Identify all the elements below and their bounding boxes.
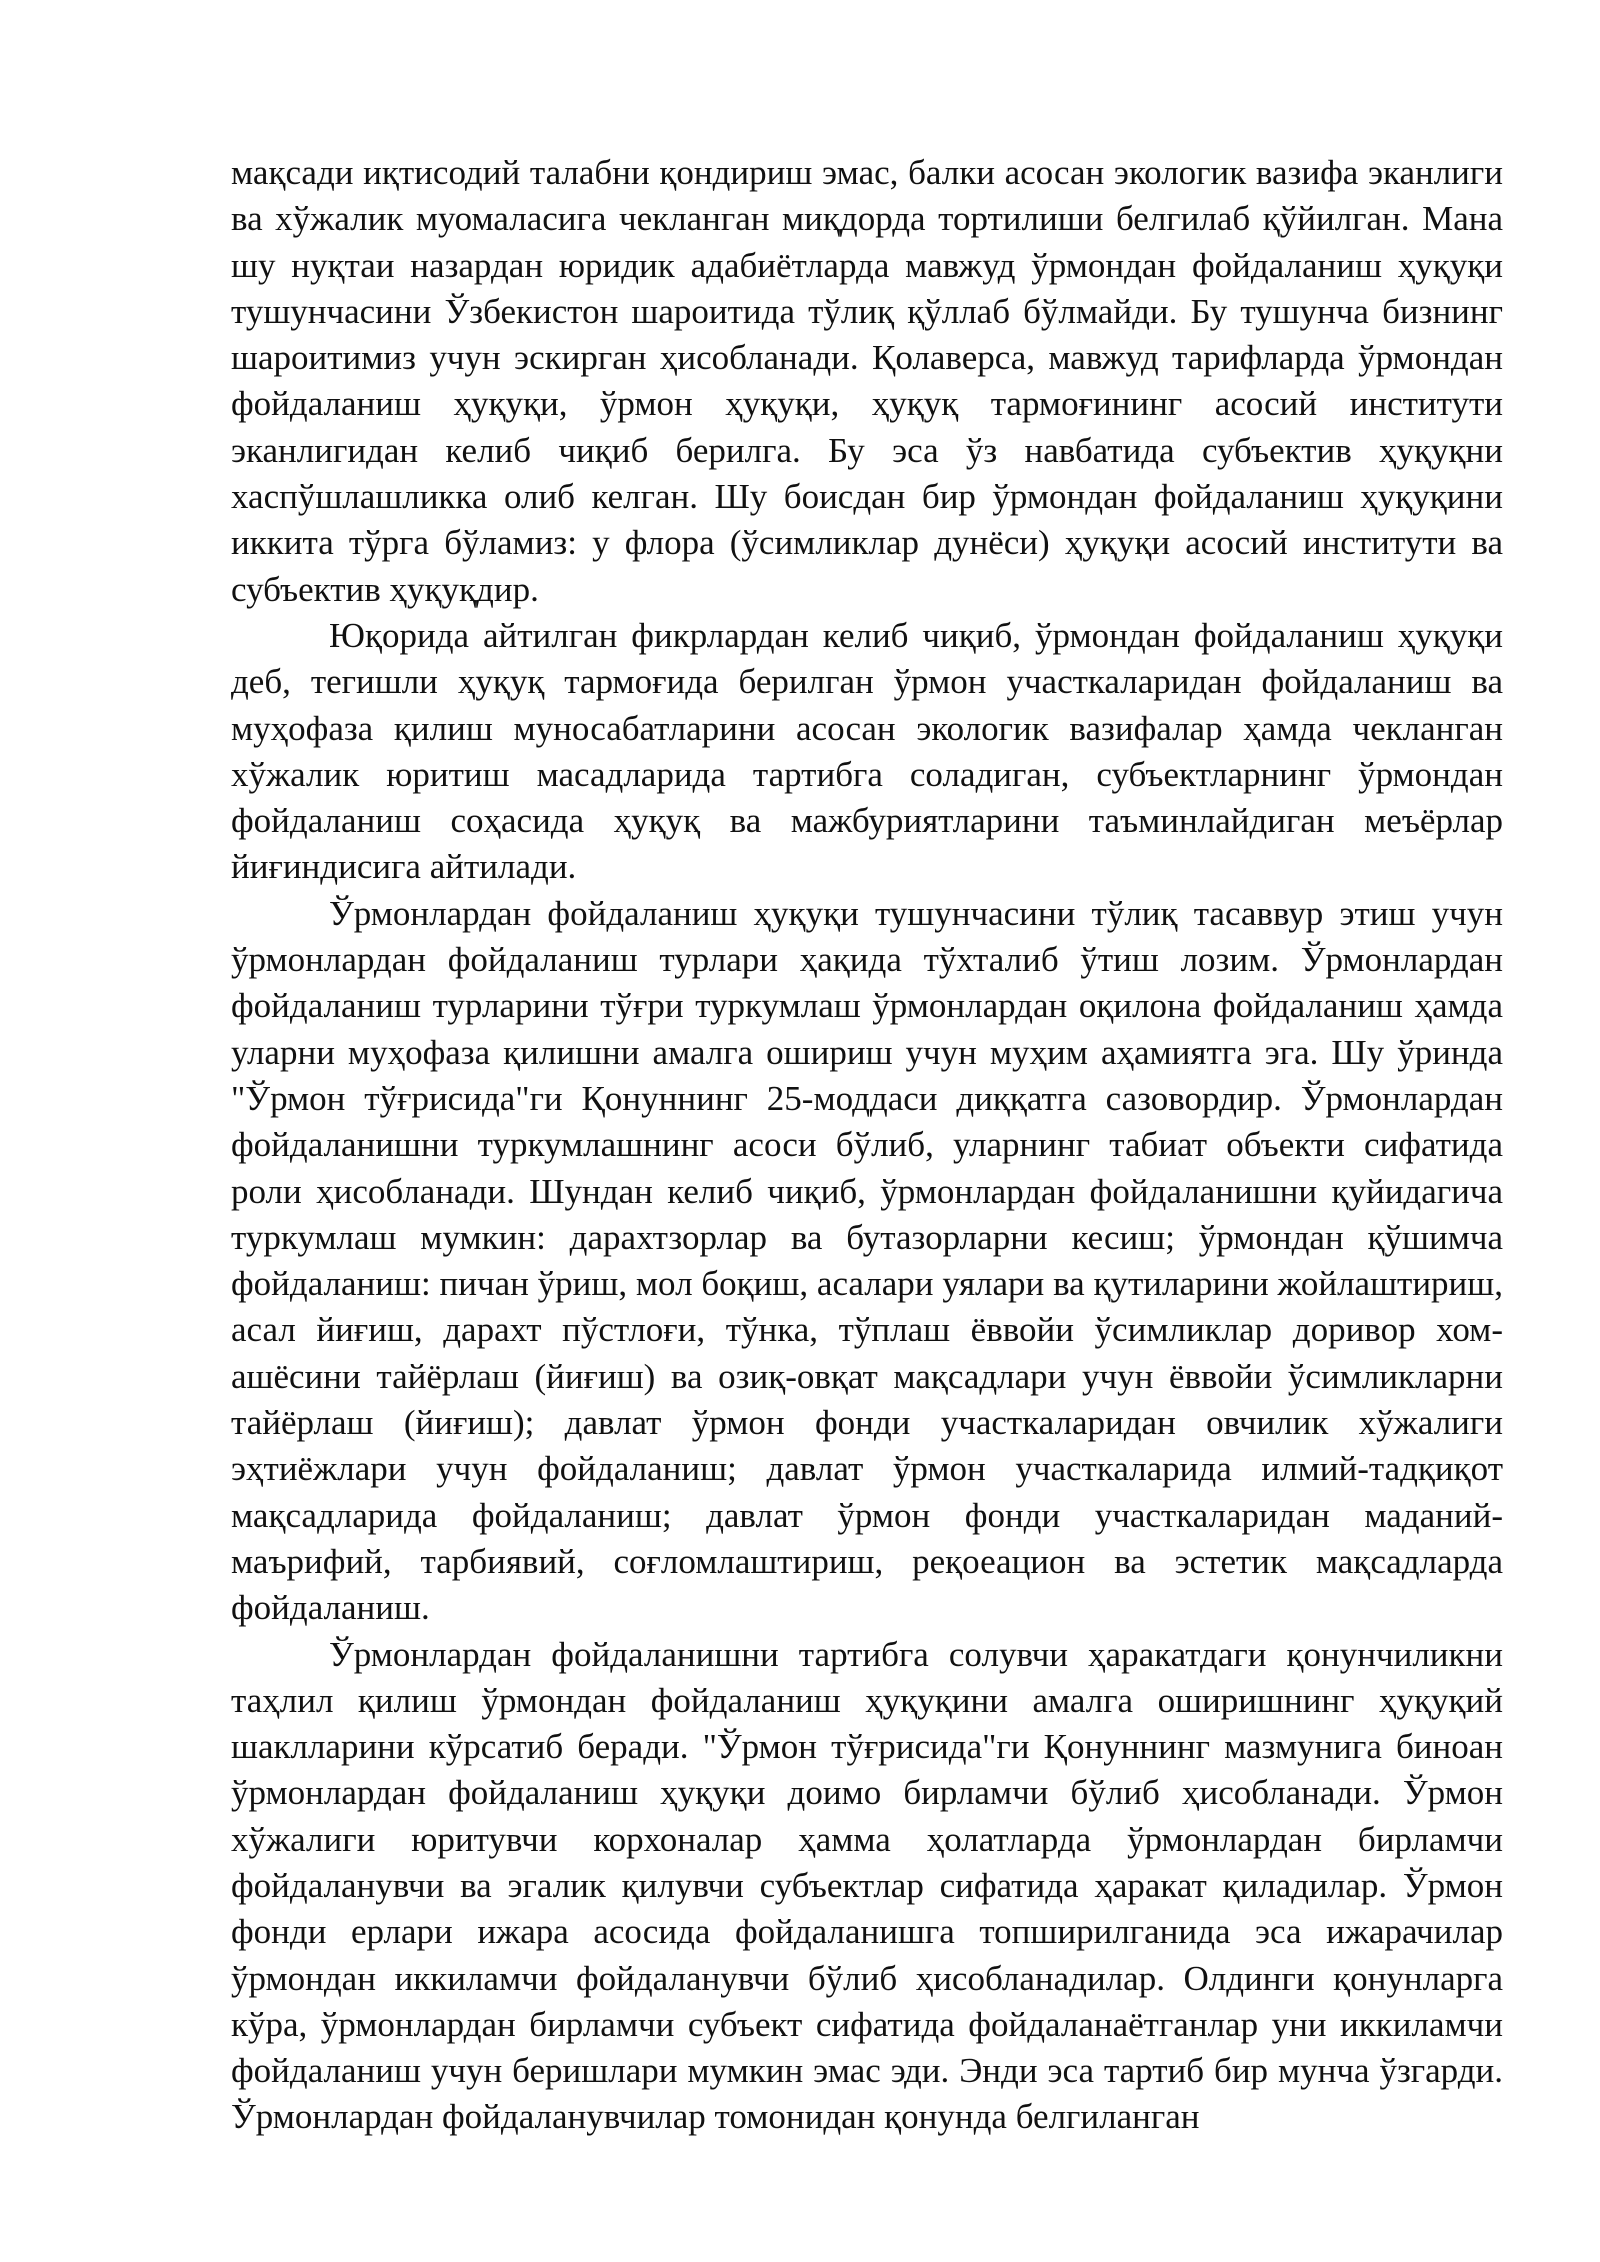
paragraph-1: мақсади иқтисодий талабни қондириш эмас, балки асосан экологик вазифа эканлиги ва хўжалик муомаласига чекланган миқдорда тортилиши белгилаб қўйилган. Мана шу нуқтаи назардан юридик адабиётларда мавжуд ўрмондан фойдаланиш ҳуқуқи тушунчасини Ўзбекистон шароитида тўлиқ қўллаб бўлмайди. Бу тушунча бизнинг шароитимиз учун эскирган ҳисобланади. Қолаверса, мавжуд тарифларда ўрмондан фойдаланиш ҳуқуқи, ўрмон ҳуқуқи, ҳуқуқ тармоғининг асосий институти эканлигидан келиб чиқиб берилга. Бу эса ўз навбатида субъектив ҳуқуқни хаспўшлашликка олиб келган. Шу боисдан бир ўрмондан фойдаланиш ҳуқуқини иккита тўрга бўламиз: у флора (ўсимликлар дунёси) ҳуқуқи асосий институти ва субъектив ҳуқуқдир.: [231, 153, 1503, 609]
paragraph-2: Юқорида айтилган фикрлардан келиб чиқиб, ўрмондан фойдаланиш ҳуқуқи деб, тегишли ҳуқуқ тармоғида берилган ўрмон участкаларидан фойдаланиш ва муҳофаза қилиш муносабатларини асосан экологик вазифалар ҳамда чекланган хўжалик юритиш масадларида тартибга соладиган, субъектларнинг ўрмондан фойдаланиш соҳасида ҳуқуқ ва мажбуриятларини таъминлайдиган меъёрлар йиғиндисига айтилади.: [231, 615, 1503, 887]
paragraph-3: Ўрмонлардан фойдаланиш ҳуқуқи тушунчасини тўлиқ тасаввур этиш учун ўрмонлардан фойдаланиш турлари ҳақида тўхталиб ўтиш лозим. Ўрмонлардан фойдаланиш турларини тўғри туркумлаш ўрмонлардан оқилона фойдаланиш ҳамда уларни муҳофаза қилишни амалга ошириш учун муҳим аҳамиятга эга. Шу ўринда "Ўрмон тўғрисида"ги Қонуннинг 25-моддаси диққатга сазовордир. Ўрмонлардан фойдаланишни туркумлашнинг асоси бўлиб, уларнинг табиат объекти сифатида роли ҳисобланади. Шундан келиб чиқиб, ўрмонлардан фойдаланишни қуйидагича туркумлаш мумкин: дарахтзорлар ва бутазорларни кесиш; ўрмондан қўшимча фойдаланиш: пичан ўриш, мол боқиш, асалари уялари ва қутиларини жойлаштириш, асал йиғиш, дарахт пўстлоғи, тўнка, тўплаш ёввойи ўсимликлар доривор хом-ашёсини тайёрлаш (йиғиш) ва озиқ-овқат мақсадлари учун ёввойи ўсимликларни тайёрлаш (йиғиш); давлат ўрмон фонди участкаларидан овчилик хўжалиги эҳтиёжлари учун фойдаланиш; давлат ўрмон участкаларида илмий-тадқиқот мақсадларида фойдаланиш; давлат ўрмон фонди участкаларидан маданий-маърифий, тарбиявий, соғломлаштириш, реқоеацион ва эстетик мақсадларда фойдаланиш.: [231, 893, 1503, 1628]
body-text: [231, 150, 1503, 2141]
paragraph-4: Ўрмонлардан фойдаланишни тартибга солувчи ҳаракатдаги қонунчиликни таҳлил қилиш ўрмондан фойдаланиш ҳуқуқини амалга оширишнинг ҳуқуқий шаклларини кўрсатиб беради. "Ўрмон тўғрисида"ги Қонуннинг мазмунига биноан ўрмонлардан фойдаланиш ҳуқуқи доимо бирламчи бўлиб ҳисобланади. Ўрмон хўжалиги юритувчи корхоналар ҳамма ҳолатларда ўрмонлардан бирламчи фойдаланувчи ва эгалик қилувчи субъектлар сифатида ҳаракат қиладилар. Ўрмон фонди ерлари ижара асосида фойдаланишга топширилганида эса ижарачилар ўрмондан иккиламчи фойдаланувчи бўлиб ҳисобланадилар. Олдинги қонунларга кўра, ўрмонлардан бирламчи субъект сифатида фойдаланаётганлар уни иккиламчи фойдаланиш учун беришлари мумкин эмас эди. Энди эса тартиб бир мунча ўзгарди. Ўрмонлардан фойдаланувчилар томонидан қонунда белгиланган: [231, 1634, 1503, 2137]
